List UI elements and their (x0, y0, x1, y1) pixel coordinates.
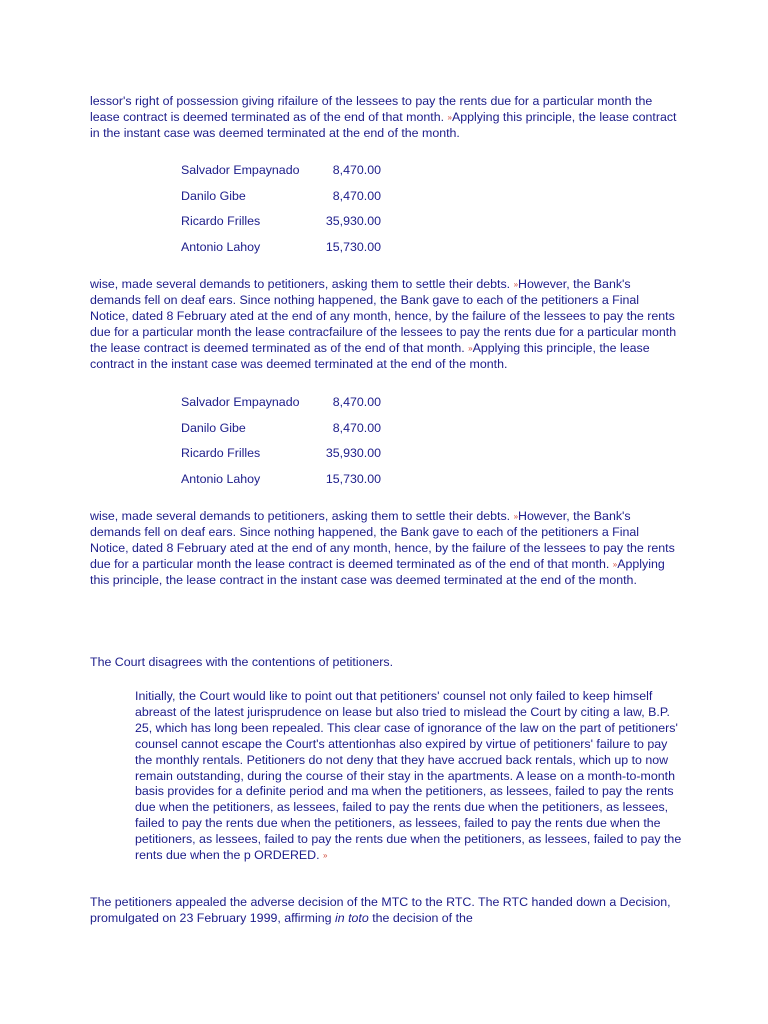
table-row (181, 189, 381, 205)
footnote-marker[interactable]: » (513, 280, 519, 289)
table-cell-amount: 8,470.00 (332, 420, 381, 435)
paragraph-1 (90, 94, 680, 142)
paragraph-4 (90, 655, 680, 671)
footnote-marker[interactable]: » (468, 343, 473, 353)
table-cell-amount: 35,930.00 (325, 446, 381, 460)
footnote-marker[interactable]: » (323, 851, 328, 861)
footnote-marker[interactable]: » (447, 112, 452, 122)
block-quote (135, 689, 687, 864)
paragraph-1-text-after: Applying this principle, the lease contract in the instant case was deemed terminated at the end of the month. (90, 109, 677, 140)
table-row (181, 421, 381, 437)
footnote-marker[interactable]: » (612, 559, 618, 569)
table-cell-amount: 35,930.00 (325, 214, 381, 228)
paragraph-2-text-mid: However, the Bank's demands fell on deaf ears. Since nothing happened, the Bank gave to each of the petitioners a Final Notice, dated 8 February ated at the end of any month, hence, by the failure of the lessees to pay the rents due for a particular month the lease contracfailure of the lessees to pay the rents due for a particular month the lease contract is deemed terminated as of the end of that month. (90, 277, 677, 355)
table-cell-amount: 15,730.00 (325, 239, 381, 254)
table-cell-name: Danilo Gibe (181, 420, 246, 435)
table-cell-name: Ricardo Frilles (181, 214, 261, 228)
italic-phrase: in toto (335, 910, 369, 925)
table-cell-amount: 8,470.00 (332, 163, 381, 177)
table-row (181, 214, 381, 230)
table-row (181, 163, 381, 179)
table-cell-name: Antonio Lahoy (181, 471, 261, 486)
table-row (181, 395, 381, 411)
paragraph-5-text: The petitioners appealed the adverse decision of the MTC to the RTC. The RTC handed down a Decision, promulgated on 23 February 1999, affirming (90, 895, 671, 925)
table-cell-amount: 8,470.00 (332, 395, 381, 409)
table-cell-name: Antonio Lahoy (181, 239, 261, 254)
table-row (181, 472, 381, 488)
block-quote-text: Initially, the Court would like to point out that petitioners' counsel not only failed to keep himself abreast of the latest jurisprudence on lease but also tried to mislead the Court by citing a law, B.P. 25, which has long been repealed. This clear case of ignorance of the law on the part of petitioners' counsel cannot escape the Court's attentionhas also expired by virtue of petitioners' failure to pay the monthly rentals. Petitioners do not deny that they have accrued back rentals, which up to now remain outstanding, during the course of their stay in the apartments. A lease on a month-to-month basis provides for a definite period and ma when the petitioners, as lessees, failed to pay the rents due when the petitioners, as lessees, failed to pay the rents due when the petitioners, as lessees, failed to pay the rents due when the petitioners, as lessees, failed to pay the rents due when the petitioners, as lessees, failed to pay the rents due when the petitioners, as lessees, failed to pay the rents due when the p ORDERED. (135, 689, 682, 863)
table-cell-name: Danilo Gibe (181, 188, 246, 203)
footnote-marker[interactable]: » (513, 512, 519, 521)
table-row (181, 446, 381, 462)
paragraph-1-text: lessor's right of possession giving rifailure of the lessees to pay the rents due for a particular month the lease contract is deemed terminated as of the end of that month. (90, 94, 653, 124)
paragraph-5 (90, 895, 680, 927)
paragraph-2 (90, 277, 680, 372)
paragraph-5-text-after: the decision of the (372, 910, 473, 925)
table-cell-name: Ricardo Frilles (181, 446, 261, 460)
table-row (181, 240, 381, 256)
table-cell-name: Salvador Empaynado (181, 163, 300, 177)
paragraph-3 (90, 509, 680, 589)
paragraph-3-text: wise, made several demands to petitioners, asking them to settle their debts. (90, 509, 511, 523)
table-cell-amount: 8,470.00 (332, 188, 381, 203)
table-cell-amount: 15,730.00 (325, 471, 381, 486)
paragraph-2-text: wise, made several demands to petitioners, asking them to settle their debts. (90, 277, 511, 291)
paragraph-4-text: The Court disagrees with the contentions of petitioners. (90, 655, 394, 669)
paragraph-3-text-mid: However, the Bank's demands fell on deaf ears. Since nothing happened, the Bank gave to each of the petitioners a Final Notice, dated 8 February ated at the end of any month, hence, by the failure of the lessees to pay the rents due for a particular month the lease contract is deemed terminated as of the end of that month. (90, 509, 675, 571)
paragraph-3-text-after: Applying this principle, the lease contract in the instant case was deemed terminated at the end of the month. (90, 556, 665, 587)
paragraph-2-text-after: Applying this principle, the lease contract in the instant case was deemed terminated at the end of the month. (90, 340, 650, 371)
table-cell-name: Salvador Empaynado (181, 395, 300, 409)
